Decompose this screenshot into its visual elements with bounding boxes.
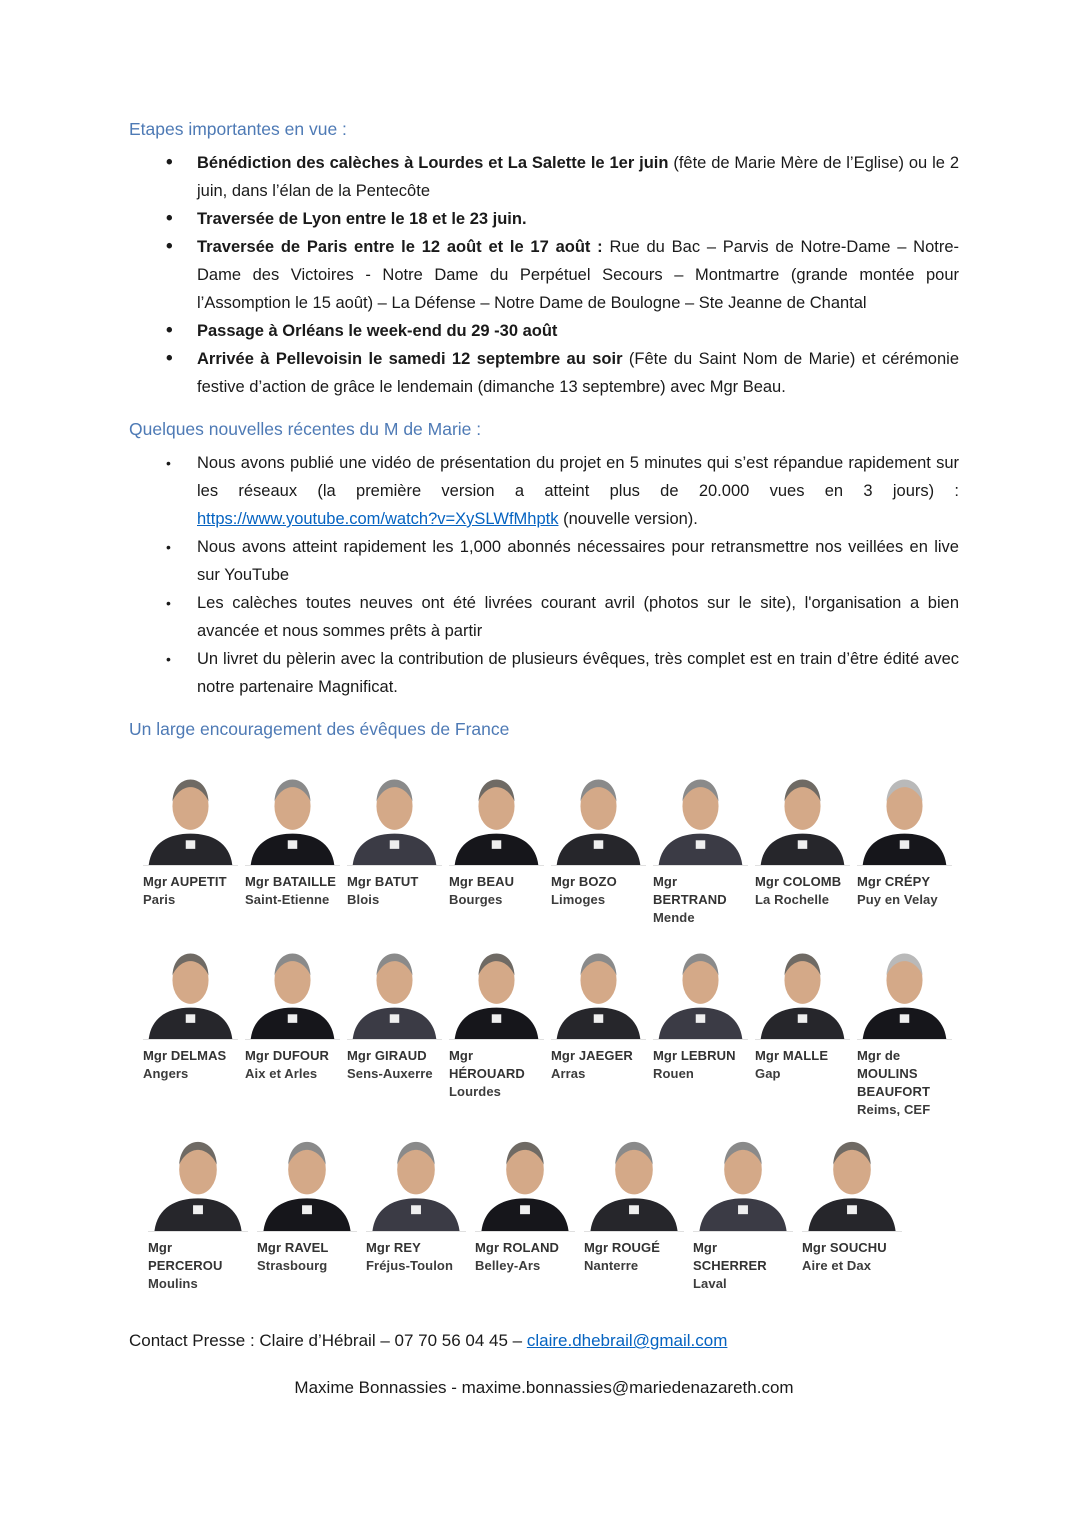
bishop-diocese: Limoges bbox=[551, 892, 606, 907]
bishop-name: Mgr BEAU bbox=[449, 874, 515, 889]
bishop-photo bbox=[857, 766, 952, 866]
bishop-diocese: Paris bbox=[143, 892, 176, 907]
bishop-photo bbox=[143, 766, 238, 866]
bishop-name: Mgr SOUCHU bbox=[802, 1240, 887, 1255]
bishop-photo bbox=[245, 766, 340, 866]
contact-press-text: Contact Presse : Claire d’Hébrail – 07 70 56 04 45 – bbox=[129, 1331, 527, 1350]
nouvelles-list bbox=[129, 449, 959, 701]
bishop-diocese: Fréjus-Toulon bbox=[366, 1258, 453, 1273]
bishop-card bbox=[366, 1132, 466, 1293]
bishop-diocese: Mende bbox=[653, 910, 695, 925]
bishop-diocese: Sens-Auxerre bbox=[347, 1066, 433, 1081]
bishop-name: Mgr BOZO bbox=[551, 874, 617, 889]
bishop-name: Mgr MALLE bbox=[755, 1048, 829, 1063]
bishop-photo bbox=[475, 1132, 575, 1232]
bishop-diocese: Saint-Etienne bbox=[245, 892, 330, 907]
bishop-name: Mgr PERCEROU bbox=[148, 1240, 223, 1273]
bishop-photo bbox=[551, 766, 646, 866]
bishop-diocese: Reims, CEF bbox=[857, 1102, 931, 1117]
bishop-photo bbox=[551, 940, 646, 1040]
email-link[interactable]: claire.dhebrail@gmail.com bbox=[526, 1331, 728, 1350]
bishop-diocese: Aire et Dax bbox=[802, 1258, 872, 1273]
bishop-card bbox=[857, 940, 952, 1119]
bishop-name: Mgr CRÉPY bbox=[857, 874, 931, 889]
bullet-text: Nous avons publié une vidéo de présentation du projet en 5 minutes qui s’est répandue rapidement sur les réseaux (la première version a atteint plus de 20.000 vues en 3 jours) : bbox=[197, 454, 959, 500]
bullet-bold-text: Bénédiction des calèches à Lourdes et La Salette le 1er juin bbox=[197, 154, 669, 172]
bishop-photo bbox=[653, 940, 748, 1040]
bishops-photo-grid bbox=[129, 766, 959, 1293]
bishop-photo bbox=[755, 766, 850, 866]
bishop-card bbox=[755, 940, 850, 1119]
bullet-rest-text: (fête de Marie Mère de l’Eglise) ou le 2 juin, dans l’élan de la Pentecôte bbox=[197, 154, 959, 200]
bishop-name: Mgr JAEGER bbox=[551, 1048, 633, 1063]
bullet-rest-text: Rue du Bac – Parvis de Notre-Dame – Notre-Dame des Victoires - Notre Dame du Perpétuel Secours – Montmartre (grande montée pour l’Assomption le 15 août) – La Défense – Notre Dame de Boulogne – Ste Jeanne de Chantal bbox=[197, 238, 959, 312]
list-item bbox=[197, 205, 959, 233]
bishop-name: Mgr HÉROUARD bbox=[449, 1048, 525, 1081]
list-item bbox=[197, 149, 959, 205]
bullet-bold-text: Passage à Orléans le week-end du 29 -30 août bbox=[197, 322, 558, 340]
bishop-diocese: Rouen bbox=[653, 1066, 694, 1081]
list-item bbox=[197, 233, 959, 317]
bishop-card bbox=[449, 766, 544, 927]
bishop-card bbox=[653, 766, 748, 927]
bishop-card bbox=[143, 766, 238, 927]
bishop-card bbox=[245, 766, 340, 927]
bishop-card bbox=[551, 940, 646, 1119]
list-item bbox=[197, 533, 959, 589]
bishop-diocese: Nanterre bbox=[584, 1258, 639, 1273]
bishop-name: Mgr RAVEL bbox=[257, 1240, 329, 1255]
bishop-photo bbox=[347, 940, 442, 1040]
bishop-photo bbox=[755, 940, 850, 1040]
bishop-diocese: Bourges bbox=[449, 892, 503, 907]
bishop-diocese: Strasbourg bbox=[257, 1258, 328, 1273]
section-heading-nouvelles: Quelques nouvelles récentes du M de Marie : bbox=[129, 419, 482, 439]
bullet-text: Les calèches toutes neuves ont été livrées courant avril (photos sur le site), l'organisation a bien avancée et nous sommes prêts à partir bbox=[197, 594, 959, 640]
etapes-list bbox=[129, 149, 959, 401]
bishop-card bbox=[653, 940, 748, 1119]
bishop-card bbox=[475, 1132, 575, 1293]
bishop-name: Mgr BERTRAND bbox=[653, 874, 727, 907]
bishop-name: Mgr REY bbox=[366, 1240, 421, 1255]
bishop-photo bbox=[366, 1132, 466, 1232]
bishop-photo bbox=[857, 940, 952, 1040]
bishop-name: Mgr SCHERRER bbox=[693, 1240, 767, 1273]
bishop-card bbox=[755, 766, 850, 927]
bishop-name: Mgr ROUGÉ bbox=[584, 1240, 661, 1255]
bishop-photo bbox=[449, 940, 544, 1040]
bishop-card bbox=[257, 1132, 357, 1293]
bishop-name: Mgr LEBRUN bbox=[653, 1048, 736, 1063]
bishop-diocese: Arras bbox=[551, 1066, 586, 1081]
bishop-name: Mgr ROLAND bbox=[475, 1240, 560, 1255]
list-item bbox=[197, 645, 959, 701]
bishop-diocese: Angers bbox=[143, 1066, 189, 1081]
bishop-photo bbox=[584, 1132, 684, 1232]
bishop-name: Mgr GIRAUD bbox=[347, 1048, 427, 1063]
bishop-diocese: Lourdes bbox=[449, 1084, 501, 1099]
bullet-bold-text: Traversée de Lyon entre le 18 et le 23 juin. bbox=[197, 210, 527, 228]
bishop-photo bbox=[245, 940, 340, 1040]
bishop-name: Mgr de MOULINS BEAUFORT bbox=[857, 1048, 931, 1099]
bishop-photo bbox=[257, 1132, 357, 1232]
bishop-card bbox=[551, 766, 646, 927]
bishop-photo bbox=[449, 766, 544, 866]
bishop-diocese: Puy en Velay bbox=[857, 892, 938, 907]
bishop-card bbox=[802, 1132, 902, 1293]
bishop-name: Mgr BATUT bbox=[347, 874, 419, 889]
bullet-text-after-link: (nouvelle version). bbox=[558, 510, 698, 528]
list-item bbox=[197, 317, 959, 345]
bishop-card bbox=[347, 766, 442, 927]
list-item bbox=[197, 345, 959, 401]
contact-secondary-line: Maxime Bonnassies - maxime.bonnassies@mariedenazareth.com bbox=[294, 1378, 794, 1397]
bishop-card bbox=[857, 766, 952, 927]
bishops-row-3 bbox=[148, 1132, 959, 1293]
bishop-card bbox=[148, 1132, 248, 1293]
bishop-photo bbox=[148, 1132, 248, 1232]
bishop-photo bbox=[802, 1132, 902, 1232]
bishop-name: Mgr AUPETIT bbox=[143, 874, 227, 889]
youtube-link[interactable]: https://www.youtube.com/watch?v=XySLWfMhptk bbox=[197, 510, 559, 528]
bishops-row-2 bbox=[143, 940, 959, 1119]
bishop-card bbox=[347, 940, 442, 1119]
bishops-row-1 bbox=[143, 766, 959, 927]
bullet-text: Un livret du pèlerin avec la contribution de plusieurs évêques, très complet est en train d’être édité avec notre partenaire Magnificat. bbox=[197, 650, 959, 696]
bishop-photo bbox=[653, 766, 748, 866]
list-item bbox=[197, 449, 959, 533]
bishop-card bbox=[449, 940, 544, 1119]
section-heading-etapes: Etapes importantes en vue : bbox=[129, 119, 347, 139]
list-item bbox=[197, 589, 959, 645]
bullet-rest-text: (Fête du Saint Nom de Marie) et cérémonie festive d’action de grâce le lendemain (dimanche 13 septembre) avec Mgr Beau. bbox=[197, 350, 960, 396]
bishop-diocese: La Rochelle bbox=[755, 892, 830, 907]
bishop-diocese: Laval bbox=[693, 1276, 727, 1291]
bishop-diocese: Belley-Ars bbox=[475, 1258, 541, 1273]
bishop-diocese: Moulins bbox=[148, 1276, 198, 1291]
bishop-card bbox=[693, 1132, 793, 1293]
bishop-name: Mgr COLOMB bbox=[755, 874, 842, 889]
bishop-card bbox=[245, 940, 340, 1119]
bullet-bold-text: Traversée de Paris entre le 12 août et le 17 août : bbox=[197, 238, 603, 256]
bishop-diocese: Gap bbox=[755, 1066, 781, 1081]
bullet-text: Nous avons atteint rapidement les 1,000 abonnés nécessaires pour retransmettre nos veillées en live sur YouTube bbox=[197, 538, 959, 584]
bishop-photo bbox=[143, 940, 238, 1040]
section-heading-eveques: Un large encouragement des évêques de France bbox=[129, 719, 510, 739]
bishop-photo bbox=[693, 1132, 793, 1232]
bishop-diocese: Aix et Arles bbox=[245, 1066, 318, 1081]
bishop-photo bbox=[347, 766, 442, 866]
contact-press-line bbox=[129, 1327, 959, 1355]
bishop-card bbox=[143, 940, 238, 1119]
bishop-diocese: Blois bbox=[347, 892, 380, 907]
bishop-name: Mgr DELMAS bbox=[143, 1048, 227, 1063]
bullet-bold-text: Arrivée à Pellevoisin le samedi 12 septembre au soir bbox=[197, 350, 623, 368]
bishop-name: Mgr BATAILLE bbox=[245, 874, 336, 889]
bishop-card bbox=[584, 1132, 684, 1293]
bishop-name: Mgr DUFOUR bbox=[245, 1048, 330, 1063]
